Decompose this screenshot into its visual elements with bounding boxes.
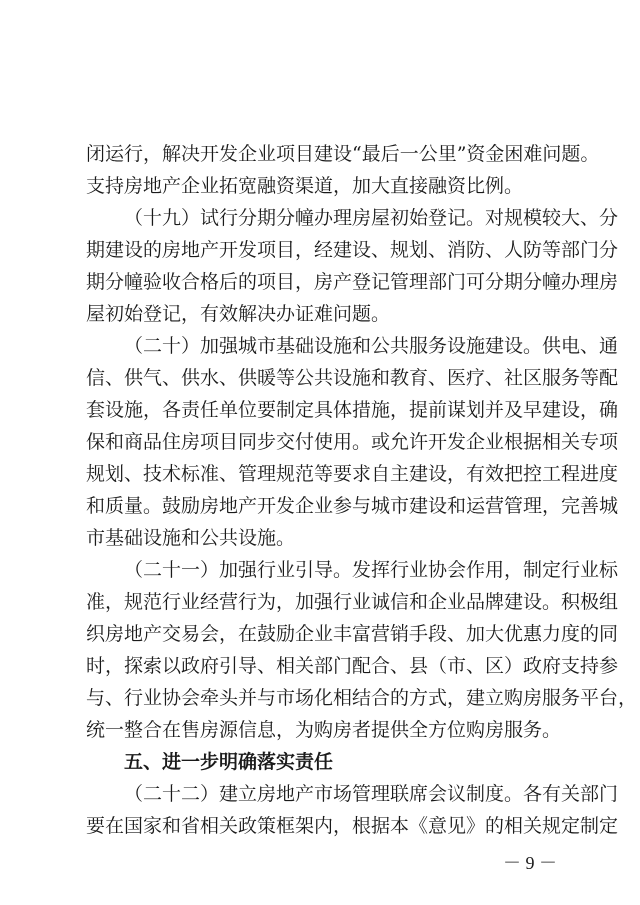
body-line: 套设施，各责任单位要制定具体措施，提前谋划并及早建设，确 bbox=[86, 399, 619, 421]
body-line: 与、行业协会牵头并与市场化相结合的方式，建立购房服务平台， bbox=[86, 687, 638, 709]
paragraph-19-start: （十九）试行分期分幢办理房屋初始登记。对规模较大、分 bbox=[124, 207, 619, 229]
body-line: 期分幢验收合格后的项目，房产登记管理部门可分期分幢办理房 bbox=[86, 271, 619, 293]
body-line: 闭运行，解决开发企业项目建设“最后一公里”资金困难问题。 bbox=[86, 143, 600, 165]
paragraph-20-start: （二十）加强城市基础设施和公共服务设施建设。供电、通 bbox=[124, 335, 619, 357]
body-line: 屋初始登记，有效解决办证难问题。 bbox=[86, 303, 391, 325]
body-line: 时，探索以政府引导、相关部门配合、县（市、区）政府支持参 bbox=[86, 655, 619, 677]
body-line: 市基础设施和公共设施。 bbox=[86, 527, 296, 549]
body-line: 期建设的房地产开发项目，经建设、规划、消防、人防等部门分 bbox=[86, 239, 619, 261]
body-line: 织房地产交易会，在鼓励企业丰富营销手段、加大优惠力度的同 bbox=[86, 623, 619, 645]
body-line: 统一整合在售房源信息，为购房者提供全方位购房服务。 bbox=[86, 719, 562, 741]
body-line: 信、供气、供水、供暖等公共设施和教育、医疗、社区服务等配 bbox=[86, 367, 619, 389]
body-line: 准，规范行业经营行为，加强行业诚信和企业品牌建设。积极组 bbox=[86, 591, 619, 613]
body-line: 要在国家和省相关政策框架内，根据本《意见》的相关规定制定 bbox=[86, 815, 619, 837]
paragraph-21-start: （二十一）加强行业引导。发挥行业协会作用，制定行业标 bbox=[124, 559, 619, 581]
section-heading: 五、进一步明确落实责任 bbox=[124, 751, 334, 773]
page-number: － 9 － bbox=[503, 853, 557, 873]
body-line: 保和商品住房项目同步交付使用。或允许开发企业根据相关专项 bbox=[86, 431, 619, 453]
body-line: 和质量。鼓励房地产开发企业参与城市建设和运营管理，完善城 bbox=[86, 495, 619, 517]
body-line: 规划、技术标准、管理规范等要求自主建设，有效把控工程进度 bbox=[86, 463, 619, 485]
paragraph-22-start: （二十二）建立房地产市场管理联席会议制度。各有关部门 bbox=[124, 783, 619, 805]
body-line: 支持房地产企业拓宽融资渠道，加大直接融资比例。 bbox=[86, 175, 524, 197]
